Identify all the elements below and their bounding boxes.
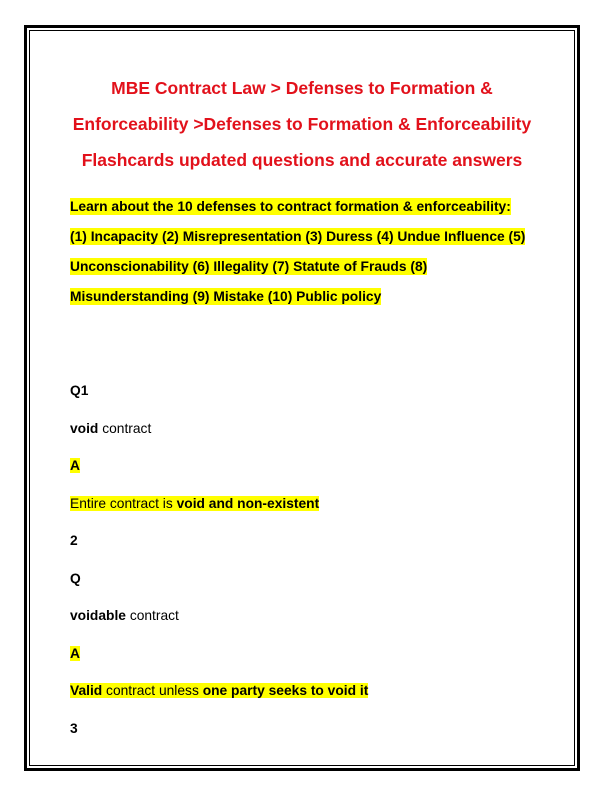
item-number-3: 3 — [70, 720, 78, 736]
answer-1-label: A — [70, 458, 80, 473]
title-line-1: MBE Contract Law > Defenses to Formation & — [111, 78, 493, 98]
intro-line-2: (1) Incapacity (2) Misrepresentation (3) Duress (4) Undue Influence (5) — [70, 229, 526, 244]
question-2-text: voidable contract — [70, 608, 179, 623]
question-1-text: void contract — [70, 420, 152, 436]
question-1-label: Q1 — [70, 383, 89, 398]
intro-line-4: Misunderstanding (9) Mistake (10) Public policy — [70, 289, 382, 304]
answer-2-label: A — [70, 645, 80, 661]
item-number-2: 2 — [70, 533, 78, 548]
document-title — [62, 70, 542, 178]
intro-line-3: Unconscionability (6) Illegality (7) Statute of Frauds (8) — [70, 259, 428, 274]
title-line-2: Enforceability >Defenses to Formation & Enforceability — [72, 114, 532, 134]
document-content — [70, 70, 540, 747]
title-line-3: Flashcards updated questions and accurate answers — [81, 150, 523, 170]
intro-line-1: Learn about the 10 defenses to contract formation & enforceability: — [70, 199, 511, 214]
intro-paragraph — [70, 192, 540, 312]
flashcard-list — [70, 372, 540, 747]
answer-2-text: Valid contract unless one party seeks to void it — [70, 683, 369, 698]
answer-1-text: Entire contract is void and non-existent — [70, 495, 320, 511]
question-2-label: Q — [70, 570, 81, 586]
